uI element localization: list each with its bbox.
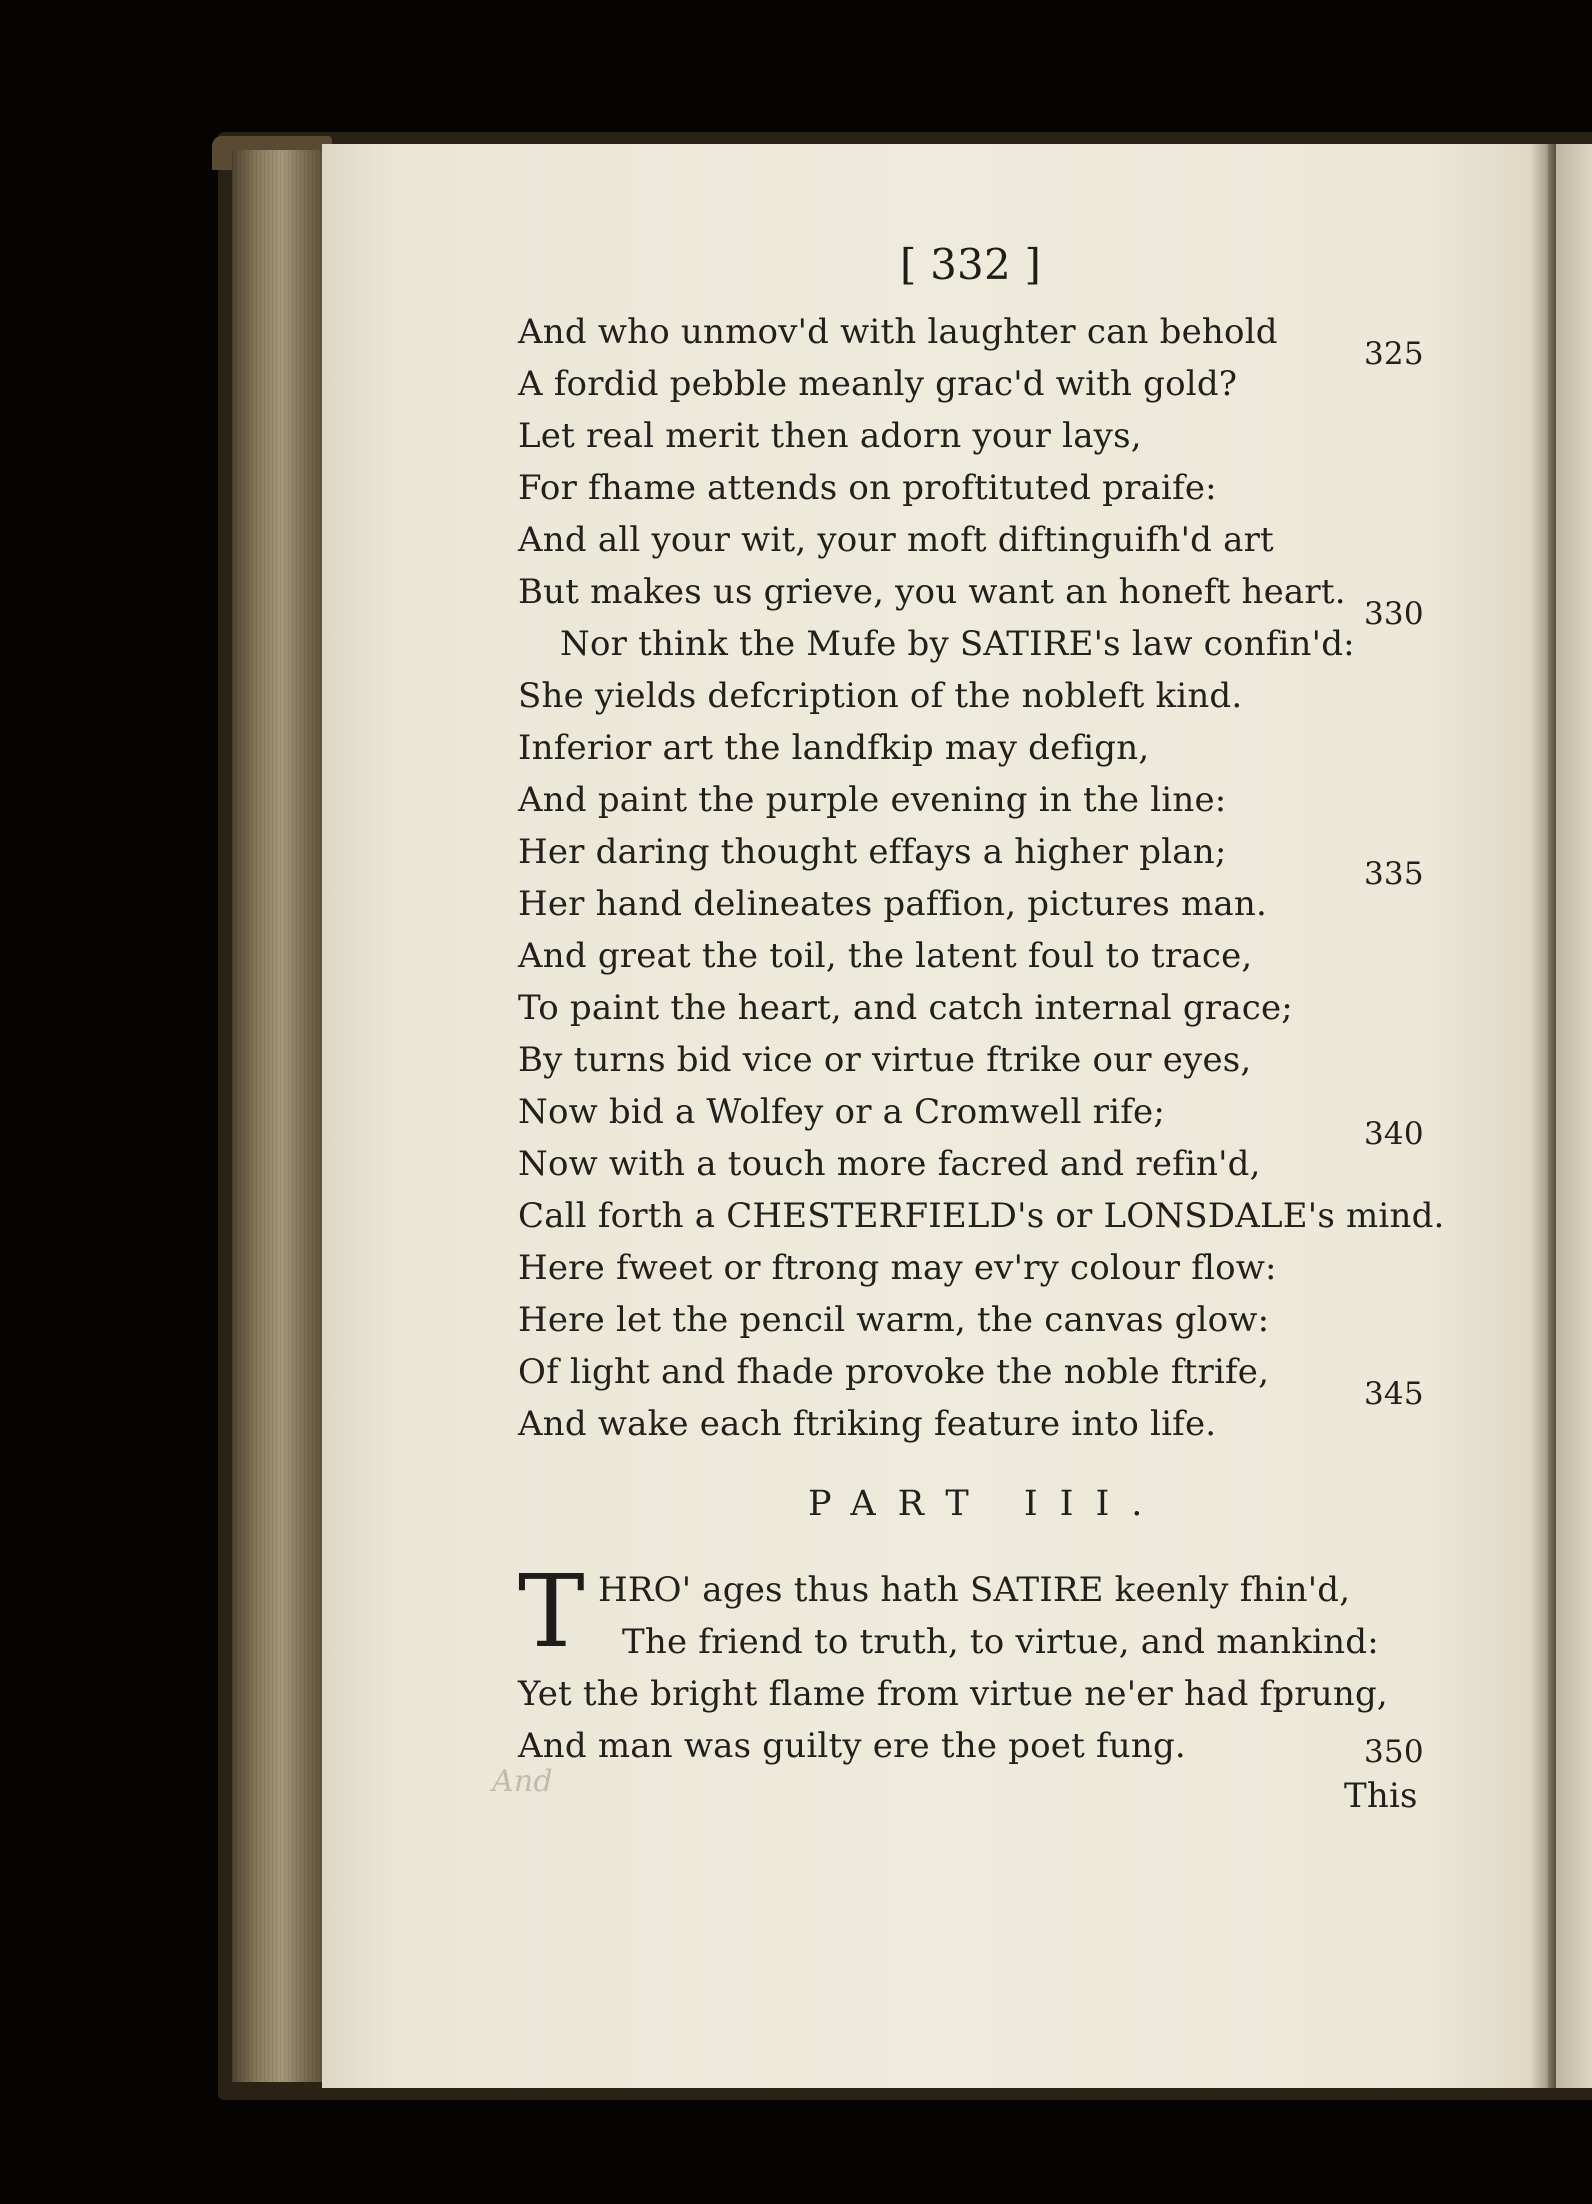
- catchword: This: [1344, 1776, 1418, 1816]
- poem-line: And paint the purple evening in the line:: [518, 780, 1227, 820]
- poem-line: Here fweet or ftrong may ev'ry colour flow:: [518, 1248, 1277, 1288]
- line-number: 345: [1364, 1376, 1424, 1412]
- poem-line: Here let the pencil warm, the canvas glow:: [518, 1300, 1270, 1340]
- poem-line: A fordid pebble meanly grac'd with gold?: [518, 364, 1238, 404]
- line-number: 335: [1364, 856, 1424, 892]
- poem-line: Call forth a CHESTERFIELD's or LONSDALE's mind.: [518, 1196, 1445, 1236]
- poem-line: Her daring thought effays a higher plan;: [518, 832, 1227, 872]
- line-number: 350: [1364, 1734, 1424, 1770]
- poem-line: Let real merit then adorn your lays,: [518, 416, 1142, 456]
- poem-line: Nor think the Mufe by SATIRE's law confin'd:: [560, 624, 1355, 664]
- poem-line: For fhame attends on proftituted praife:: [518, 468, 1217, 508]
- poem-line: By turns bid vice or virtue ftrike our eyes,: [518, 1040, 1252, 1080]
- poem-line: She yields defcription of the nobleft kind.: [518, 676, 1243, 716]
- poem-line: To paint the heart, and catch internal grace;: [518, 988, 1293, 1028]
- poem-line: Yet the bright flame from virtue ne'er had fprung,: [518, 1674, 1388, 1714]
- poem-line: But makes us grieve, you want an honeft heart.: [518, 572, 1346, 612]
- line-number: 330: [1364, 596, 1424, 632]
- line-number: 325: [1364, 336, 1424, 372]
- poem-line: And all your wit, your moft diftinguifh'd art: [518, 520, 1274, 560]
- bleed-through-text: And: [492, 1764, 553, 1799]
- poem-line: Her hand delineates paffion, pictures man.: [518, 884, 1267, 924]
- page-number-header: [ 332 ]: [900, 240, 1042, 289]
- poem-line: The friend to truth, to virtue, and mankind:: [622, 1622, 1379, 1662]
- poem-line: Now with a touch more facred and refin'd,: [518, 1144, 1261, 1184]
- gutter-shadow: [1530, 144, 1556, 2088]
- drop-cap: T: [518, 1553, 585, 1670]
- line-number: 340: [1364, 1116, 1424, 1152]
- poem-line: Inferior art the landfkip may defign,: [518, 728, 1150, 768]
- poem-line: And wake each ftriking feature into life.: [518, 1404, 1217, 1444]
- poem-line: HRO' ages thus hath SATIRE keenly fhin'd,: [598, 1570, 1351, 1610]
- poem-line: And great the toil, the latent foul to trace,: [518, 936, 1253, 976]
- poem-line: And who unmov'd with laughter can behold: [518, 312, 1278, 352]
- poem-line: And man was guilty ere the poet fung.: [518, 1726, 1186, 1766]
- page-edges: [232, 150, 324, 2082]
- part-heading: PART III.: [808, 1484, 1165, 1524]
- poem-line: Of light and fhade provoke the noble ftrife,: [518, 1352, 1270, 1392]
- poem-line: Now bid a Wolfey or a Cromwell rife;: [518, 1092, 1165, 1132]
